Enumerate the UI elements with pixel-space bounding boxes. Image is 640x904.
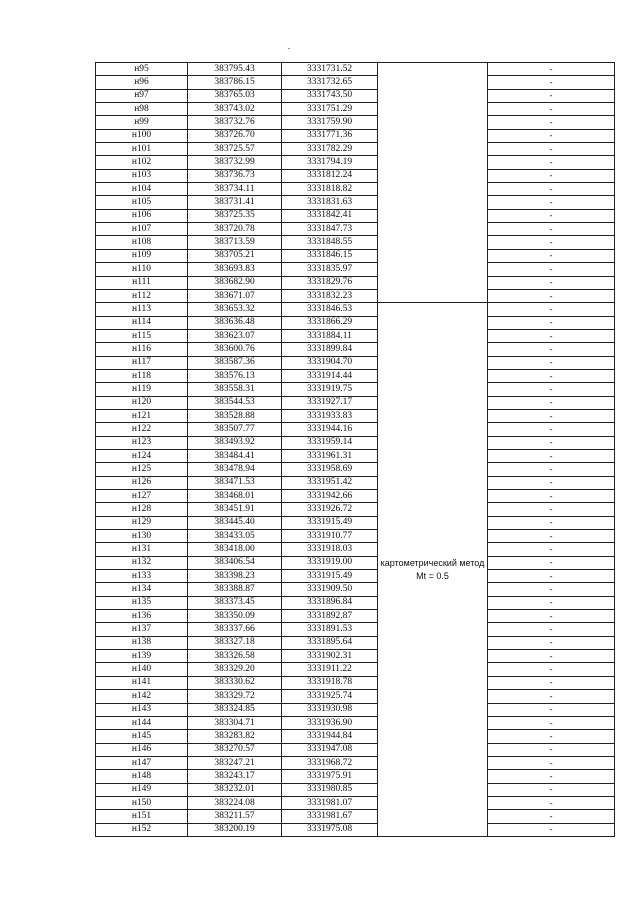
table-row — [96, 329, 615, 342]
point-cell: н108 — [96, 236, 188, 249]
table-row — [96, 570, 615, 583]
y-coordinate-cell: 3331846.53 — [282, 303, 378, 316]
point-cell: н109 — [96, 249, 188, 262]
y-coordinate-cell: 3331832.23 — [282, 289, 378, 302]
accuracy-cell: - — [488, 423, 615, 436]
x-coordinate-cell: 383736.73 — [188, 169, 282, 182]
y-coordinate-cell: 3331847.73 — [282, 223, 378, 236]
x-coordinate-cell: 383528.88 — [188, 409, 282, 422]
x-coordinate-cell: 383304.71 — [188, 716, 282, 729]
y-coordinate-cell: 3331975.08 — [282, 823, 378, 836]
x-coordinate-cell: 383471.53 — [188, 476, 282, 489]
point-cell: н112 — [96, 289, 188, 302]
accuracy-cell: - — [488, 343, 615, 356]
accuracy-cell: - — [488, 770, 615, 783]
x-coordinate-cell: 383558.31 — [188, 383, 282, 396]
x-coordinate-cell: 383600.76 — [188, 343, 282, 356]
y-coordinate-cell: 3331968.72 — [282, 756, 378, 769]
table-row — [96, 783, 615, 796]
point-cell: н152 — [96, 823, 188, 836]
table-row — [96, 716, 615, 729]
table-row — [96, 543, 615, 556]
accuracy-cell: - — [488, 516, 615, 529]
point-cell: н120 — [96, 396, 188, 409]
y-coordinate-cell: 3331904.70 — [282, 356, 378, 369]
point-cell: н145 — [96, 730, 188, 743]
accuracy-cell: - — [488, 556, 615, 569]
table-row — [96, 743, 615, 756]
y-coordinate-cell: 3331895.64 — [282, 636, 378, 649]
x-coordinate-cell: 383243.17 — [188, 770, 282, 783]
point-cell: н146 — [96, 743, 188, 756]
accuracy-cell: - — [488, 703, 615, 716]
point-cell: н150 — [96, 796, 188, 809]
x-coordinate-cell: 383734.11 — [188, 183, 282, 196]
x-coordinate-cell: 383451.91 — [188, 503, 282, 516]
x-coordinate-cell: 383726.70 — [188, 129, 282, 142]
table-row — [96, 449, 615, 462]
y-coordinate-cell: 3331743.50 — [282, 89, 378, 102]
x-coordinate-cell: 383232.01 — [188, 783, 282, 796]
point-cell: н134 — [96, 583, 188, 596]
y-coordinate-cell: 3331958.69 — [282, 463, 378, 476]
y-coordinate-cell: 3331915.49 — [282, 516, 378, 529]
x-coordinate-cell: 383327.18 — [188, 636, 282, 649]
point-cell: н116 — [96, 343, 188, 356]
accuracy-cell: - — [488, 63, 615, 76]
accuracy-cell: - — [488, 543, 615, 556]
table-row — [96, 89, 615, 102]
x-coordinate-cell: 383720.78 — [188, 223, 282, 236]
x-coordinate-cell: 383725.57 — [188, 143, 282, 156]
point-cell: н131 — [96, 543, 188, 556]
y-coordinate-cell: 3331909.50 — [282, 583, 378, 596]
point-cell: н147 — [96, 756, 188, 769]
point-cell: н127 — [96, 490, 188, 503]
y-coordinate-cell: 3331911.22 — [282, 663, 378, 676]
x-coordinate-cell: 383743.02 — [188, 103, 282, 116]
table-row — [96, 810, 615, 823]
table-row — [96, 503, 615, 516]
x-coordinate-cell: 383224.08 — [188, 796, 282, 809]
x-coordinate-cell: 383731.41 — [188, 196, 282, 209]
table-row — [96, 650, 615, 663]
point-cell: н143 — [96, 703, 188, 716]
table-row — [96, 63, 615, 76]
accuracy-cell: - — [488, 316, 615, 329]
table-row — [96, 316, 615, 329]
accuracy-cell: - — [488, 223, 615, 236]
point-cell: н119 — [96, 383, 188, 396]
x-coordinate-cell: 383418.00 — [188, 543, 282, 556]
y-coordinate-cell: 3331981.07 — [282, 796, 378, 809]
x-coordinate-cell: 383636.48 — [188, 316, 282, 329]
point-cell: н96 — [96, 76, 188, 89]
y-coordinate-cell: 3331818.82 — [282, 183, 378, 196]
y-coordinate-cell: 3331902.31 — [282, 650, 378, 663]
point-cell: н133 — [96, 570, 188, 583]
point-cell: н125 — [96, 463, 188, 476]
accuracy-cell: - — [488, 490, 615, 503]
table-row — [96, 396, 615, 409]
accuracy-cell: - — [488, 503, 615, 516]
y-coordinate-cell: 3331835.97 — [282, 263, 378, 276]
y-coordinate-cell: 3331926.72 — [282, 503, 378, 516]
y-coordinate-cell: 3331947.08 — [282, 743, 378, 756]
table-row — [96, 236, 615, 249]
coordinates-table — [95, 62, 615, 837]
table-row — [96, 409, 615, 422]
table-row — [96, 690, 615, 703]
point-cell: н122 — [96, 423, 188, 436]
point-cell: н139 — [96, 650, 188, 663]
accuracy-cell: - — [488, 463, 615, 476]
y-coordinate-cell: 3331759.90 — [282, 116, 378, 129]
y-coordinate-cell: 3331918.78 — [282, 676, 378, 689]
y-coordinate-cell: 3331944.16 — [282, 423, 378, 436]
x-coordinate-cell: 383270.57 — [188, 743, 282, 756]
table-row — [96, 423, 615, 436]
accuracy-cell: - — [488, 196, 615, 209]
point-cell: н97 — [96, 89, 188, 102]
x-coordinate-cell: 383247.21 — [188, 756, 282, 769]
point-cell: н126 — [96, 476, 188, 489]
point-cell: н102 — [96, 156, 188, 169]
y-coordinate-cell: 3331829.76 — [282, 276, 378, 289]
point-cell: н115 — [96, 329, 188, 342]
accuracy-cell: - — [488, 583, 615, 596]
table-row — [96, 476, 615, 489]
accuracy-cell: - — [488, 249, 615, 262]
x-coordinate-cell: 383725.35 — [188, 209, 282, 222]
table-row — [96, 303, 615, 316]
y-coordinate-cell: 3331751.29 — [282, 103, 378, 116]
accuracy-cell: - — [488, 103, 615, 116]
table-row — [96, 663, 615, 676]
accuracy-cell: - — [488, 143, 615, 156]
y-coordinate-cell: 3331794.19 — [282, 156, 378, 169]
x-coordinate-cell: 383765.03 — [188, 89, 282, 102]
x-coordinate-cell: 383337.66 — [188, 623, 282, 636]
x-coordinate-cell: 383623.07 — [188, 329, 282, 342]
table-row — [96, 676, 615, 689]
y-coordinate-cell: 3331925.74 — [282, 690, 378, 703]
x-coordinate-cell: 383713.59 — [188, 236, 282, 249]
table-row — [96, 530, 615, 543]
table-row — [96, 583, 615, 596]
y-coordinate-cell: 3331782.29 — [282, 143, 378, 156]
point-cell: н117 — [96, 356, 188, 369]
y-coordinate-cell: 3331771.36 — [282, 129, 378, 142]
y-coordinate-cell: 3331896.84 — [282, 596, 378, 609]
x-coordinate-cell: 383732.76 — [188, 116, 282, 129]
point-cell: н138 — [96, 636, 188, 649]
point-cell: н101 — [96, 143, 188, 156]
accuracy-cell: - — [488, 116, 615, 129]
accuracy-cell: - — [488, 383, 615, 396]
y-coordinate-cell: 3331951.42 — [282, 476, 378, 489]
table-row — [96, 796, 615, 809]
table-row — [96, 143, 615, 156]
accuracy-cell: - — [488, 276, 615, 289]
point-cell: н128 — [96, 503, 188, 516]
coordinates-table-body — [96, 63, 615, 837]
x-coordinate-cell: 383682.90 — [188, 276, 282, 289]
accuracy-cell: - — [488, 743, 615, 756]
point-cell: н121 — [96, 409, 188, 422]
table-row — [96, 383, 615, 396]
y-coordinate-cell: 3331891.53 — [282, 623, 378, 636]
table-row — [96, 76, 615, 89]
accuracy-cell: - — [488, 530, 615, 543]
y-coordinate-cell: 3331899.84 — [282, 343, 378, 356]
table-row — [96, 596, 615, 609]
point-cell: н130 — [96, 530, 188, 543]
y-coordinate-cell: 3331914.44 — [282, 369, 378, 382]
table-row — [96, 356, 615, 369]
accuracy-cell: - — [488, 690, 615, 703]
point-cell: н137 — [96, 623, 188, 636]
accuracy-cell: - — [488, 356, 615, 369]
x-coordinate-cell: 383398.23 — [188, 570, 282, 583]
scan-mark — [288, 48, 290, 49]
accuracy-cell: - — [488, 396, 615, 409]
table-row — [96, 169, 615, 182]
accuracy-cell: - — [488, 289, 615, 302]
x-coordinate-cell: 383388.87 — [188, 583, 282, 596]
y-coordinate-cell: 3331936.90 — [282, 716, 378, 729]
accuracy-cell: - — [488, 730, 615, 743]
accuracy-cell: - — [488, 369, 615, 382]
point-cell: н148 — [96, 770, 188, 783]
y-coordinate-cell: 3331732.65 — [282, 76, 378, 89]
table-row — [96, 436, 615, 449]
point-cell: н140 — [96, 663, 188, 676]
point-cell: н129 — [96, 516, 188, 529]
point-cell: н100 — [96, 129, 188, 142]
table-row — [96, 223, 615, 236]
accuracy-cell: - — [488, 156, 615, 169]
point-cell: н118 — [96, 369, 188, 382]
x-coordinate-cell: 383671.07 — [188, 289, 282, 302]
accuracy-cell: - — [488, 303, 615, 316]
table-row — [96, 249, 615, 262]
point-cell: н103 — [96, 169, 188, 182]
x-coordinate-cell: 383576.13 — [188, 369, 282, 382]
table-row — [96, 276, 615, 289]
table-row — [96, 756, 615, 769]
accuracy-cell: - — [488, 169, 615, 182]
x-coordinate-cell: 383200.19 — [188, 823, 282, 836]
method-cell — [378, 63, 488, 303]
x-coordinate-cell: 383433.05 — [188, 530, 282, 543]
point-cell: н99 — [96, 116, 188, 129]
x-coordinate-cell: 383544.53 — [188, 396, 282, 409]
point-cell: н111 — [96, 276, 188, 289]
x-coordinate-cell: 383373.45 — [188, 596, 282, 609]
accuracy-cell: - — [488, 650, 615, 663]
method-cell: картометрический метод Mt = 0.5 — [378, 303, 488, 837]
accuracy-cell: - — [488, 329, 615, 342]
coordinates-table-container — [95, 62, 614, 837]
point-cell: н136 — [96, 610, 188, 623]
point-cell: н95 — [96, 63, 188, 76]
table-row — [96, 516, 615, 529]
y-coordinate-cell: 3331975.91 — [282, 770, 378, 783]
y-coordinate-cell: 3331933.83 — [282, 409, 378, 422]
x-coordinate-cell: 383795.43 — [188, 63, 282, 76]
table-row — [96, 490, 615, 503]
point-cell: н107 — [96, 223, 188, 236]
y-coordinate-cell: 3331919.75 — [282, 383, 378, 396]
accuracy-cell: - — [488, 209, 615, 222]
point-cell: н132 — [96, 556, 188, 569]
table-row — [96, 129, 615, 142]
table-row — [96, 103, 615, 116]
x-coordinate-cell: 383211.57 — [188, 810, 282, 823]
accuracy-cell: - — [488, 449, 615, 462]
x-coordinate-cell: 383329.72 — [188, 690, 282, 703]
accuracy-cell: - — [488, 89, 615, 102]
point-cell: н105 — [96, 196, 188, 209]
y-coordinate-cell: 3331812.24 — [282, 169, 378, 182]
x-coordinate-cell: 383484.41 — [188, 449, 282, 462]
y-coordinate-cell: 3331910.77 — [282, 530, 378, 543]
x-coordinate-cell: 383330.62 — [188, 676, 282, 689]
point-cell: н144 — [96, 716, 188, 729]
x-coordinate-cell: 383283.82 — [188, 730, 282, 743]
y-coordinate-cell: 3331959.14 — [282, 436, 378, 449]
table-row — [96, 263, 615, 276]
y-coordinate-cell: 3331884.11 — [282, 329, 378, 342]
table-row — [96, 343, 615, 356]
x-coordinate-cell: 383445.40 — [188, 516, 282, 529]
y-coordinate-cell: 3331918.03 — [282, 543, 378, 556]
point-cell: н114 — [96, 316, 188, 329]
x-coordinate-cell: 383732.99 — [188, 156, 282, 169]
accuracy-cell: - — [488, 623, 615, 636]
table-row — [96, 703, 615, 716]
table-row — [96, 369, 615, 382]
x-coordinate-cell: 383653.32 — [188, 303, 282, 316]
table-row — [96, 196, 615, 209]
y-coordinate-cell: 3331846.15 — [282, 249, 378, 262]
table-row — [96, 556, 615, 569]
point-cell: н151 — [96, 810, 188, 823]
accuracy-cell: - — [488, 796, 615, 809]
y-coordinate-cell: 3331842.41 — [282, 209, 378, 222]
y-coordinate-cell: 3331892.87 — [282, 610, 378, 623]
accuracy-cell: - — [488, 663, 615, 676]
accuracy-cell: - — [488, 409, 615, 422]
y-coordinate-cell: 3331944.84 — [282, 730, 378, 743]
accuracy-cell: - — [488, 76, 615, 89]
y-coordinate-cell: 3331927.17 — [282, 396, 378, 409]
accuracy-cell: - — [488, 783, 615, 796]
point-cell: н106 — [96, 209, 188, 222]
point-cell: н141 — [96, 676, 188, 689]
point-cell: н124 — [96, 449, 188, 462]
table-row — [96, 463, 615, 476]
table-row — [96, 289, 615, 302]
x-coordinate-cell: 383693.83 — [188, 263, 282, 276]
y-coordinate-cell: 3331731.52 — [282, 63, 378, 76]
point-cell: н135 — [96, 596, 188, 609]
table-row — [96, 209, 615, 222]
y-coordinate-cell: 3331981.67 — [282, 810, 378, 823]
accuracy-cell: - — [488, 676, 615, 689]
accuracy-cell: - — [488, 476, 615, 489]
table-row — [96, 770, 615, 783]
table-row — [96, 623, 615, 636]
x-coordinate-cell: 383406.54 — [188, 556, 282, 569]
accuracy-cell: - — [488, 636, 615, 649]
accuracy-cell: - — [488, 823, 615, 836]
y-coordinate-cell: 3331930.98 — [282, 703, 378, 716]
point-cell: н98 — [96, 103, 188, 116]
x-coordinate-cell: 383329.20 — [188, 663, 282, 676]
x-coordinate-cell: 383507.77 — [188, 423, 282, 436]
y-coordinate-cell: 3331915.49 — [282, 570, 378, 583]
point-cell: н123 — [96, 436, 188, 449]
y-coordinate-cell: 3331919.00 — [282, 556, 378, 569]
accuracy-cell: - — [488, 716, 615, 729]
table-row — [96, 610, 615, 623]
accuracy-cell: - — [488, 183, 615, 196]
table-row — [96, 823, 615, 836]
accuracy-cell: - — [488, 436, 615, 449]
table-row — [96, 636, 615, 649]
point-cell: н110 — [96, 263, 188, 276]
point-cell: н149 — [96, 783, 188, 796]
x-coordinate-cell: 383326.58 — [188, 650, 282, 663]
x-coordinate-cell: 383468.01 — [188, 490, 282, 503]
accuracy-cell: - — [488, 610, 615, 623]
point-cell: н113 — [96, 303, 188, 316]
y-coordinate-cell: 3331942.66 — [282, 490, 378, 503]
table-row — [96, 730, 615, 743]
accuracy-cell: - — [488, 596, 615, 609]
x-coordinate-cell: 383350.09 — [188, 610, 282, 623]
x-coordinate-cell: 383324.85 — [188, 703, 282, 716]
point-cell: н104 — [96, 183, 188, 196]
table-row — [96, 156, 615, 169]
x-coordinate-cell: 383786.15 — [188, 76, 282, 89]
y-coordinate-cell: 3331866.29 — [282, 316, 378, 329]
y-coordinate-cell: 3331831.63 — [282, 196, 378, 209]
accuracy-cell: - — [488, 570, 615, 583]
accuracy-cell: - — [488, 263, 615, 276]
y-coordinate-cell: 3331961.31 — [282, 449, 378, 462]
x-coordinate-cell: 383587.36 — [188, 356, 282, 369]
y-coordinate-cell: 3331980.85 — [282, 783, 378, 796]
x-coordinate-cell: 383493.92 — [188, 436, 282, 449]
accuracy-cell: - — [488, 236, 615, 249]
point-cell: н142 — [96, 690, 188, 703]
x-coordinate-cell: 383705.21 — [188, 249, 282, 262]
x-coordinate-cell: 383478.94 — [188, 463, 282, 476]
y-coordinate-cell: 3331848.55 — [282, 236, 378, 249]
accuracy-cell: - — [488, 810, 615, 823]
table-row — [96, 116, 615, 129]
accuracy-cell: - — [488, 756, 615, 769]
accuracy-cell: - — [488, 129, 615, 142]
table-row — [96, 183, 615, 196]
